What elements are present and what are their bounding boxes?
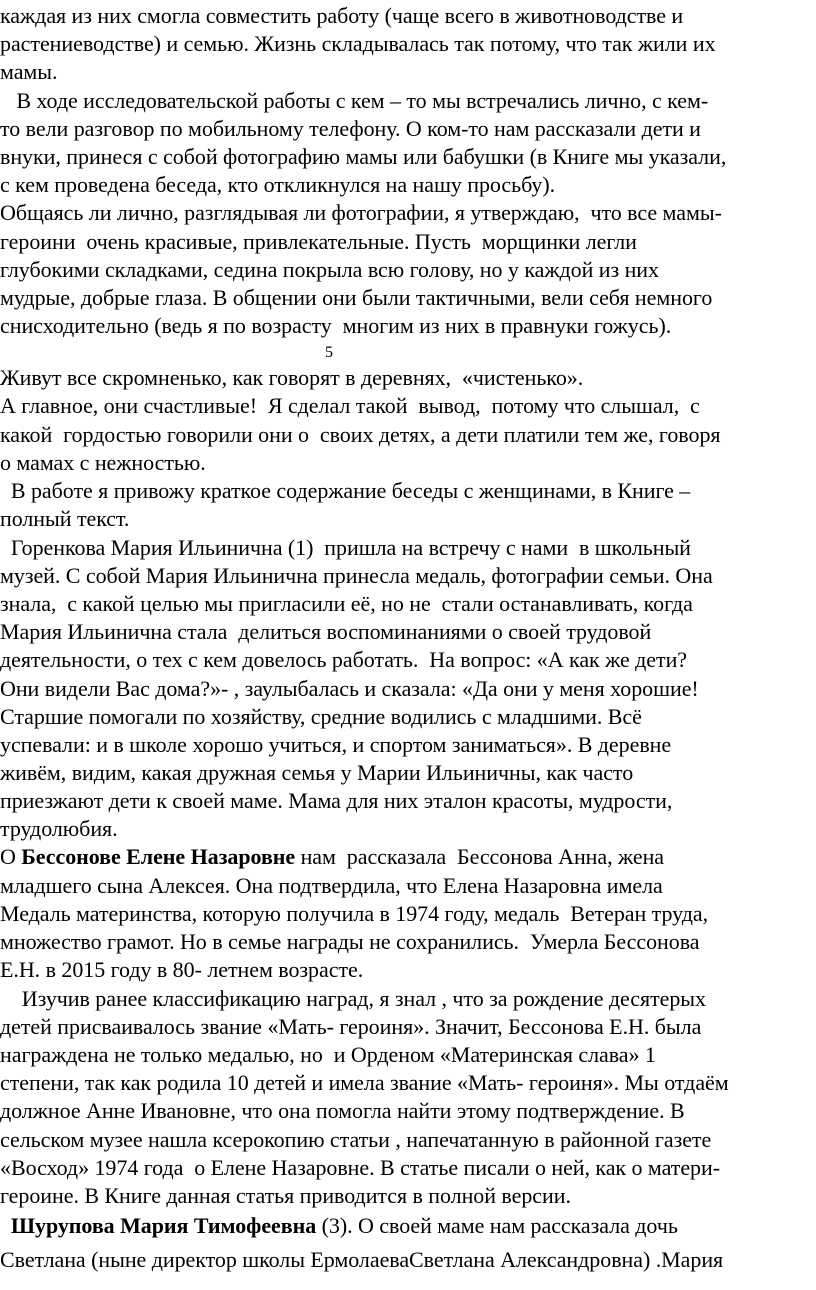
text-line: Старшие помогали по хозяйству, средние водились с младшими. Всё (0, 704, 642, 729)
text-line: внуки, принеся с собой фотографию мамы или бабушки (в Книге мы указали, (0, 144, 727, 169)
text-line: приезжают дети к своей маме. Мама для них эталон красоты, мудрости, (0, 788, 673, 813)
text-line (0, 843, 816, 871)
text-line: младшего сына Алексея. Она подтвердила, что Елена Назаровна имела (0, 873, 663, 898)
text-line: какой гордостью говорили они о своих детях, а дети платили тем же, говоря (0, 422, 721, 447)
text-line: В работе я привожу краткое содержание беседы с женщинами, в Книге – (0, 478, 691, 503)
text-line: Живут все скромненько, как говорят в деревнях, «чистенько». (0, 365, 584, 390)
page-number: 5 (325, 344, 333, 361)
text-run: (3). О своей маме нам рассказала дочь (316, 1213, 678, 1238)
text-line: знала, с какой целью мы пригласили её, но не стали останавливать, когда (0, 591, 693, 616)
text-line: мамы. (0, 59, 58, 84)
text-line: Они видели Вас дома?»- , заулыбалась и сказала: «Да они у меня хорошие! (0, 676, 699, 701)
text-run (0, 1213, 11, 1238)
text-line: Мария Ильинична стала делиться воспоминаниями о своей трудовой (0, 619, 652, 644)
text-line: множество грамот. Но в семье награды не сохранились. Умерла Бессонова (0, 929, 700, 954)
text-line: то вели разговор по мобильному телефону. О ком-то нам рассказали дети и (0, 116, 701, 141)
text-line: с кем проведена беседа, кто откликнулся на нашу просьбу). (0, 172, 556, 197)
text-line: каждая из них смогла совместить работу (чаще всего в животноводстве и (0, 3, 684, 28)
text-line: успевали: и в школе хорошо учиться, и спортом заниматься». В деревне (0, 732, 672, 757)
bold-name: Бессонове Елене Назаровне (21, 844, 296, 869)
text-line: героине. В Книге данная статья приводится в полной версии. (0, 1183, 571, 1208)
text-line: Медаль материнства, которую получила в 1974 году, медаль Ветеран труда, (0, 901, 709, 926)
text-line: степени, так как родила 10 детей и имела звание «Мать- героиня». Мы отдаём (0, 1070, 729, 1095)
text-line: «Восход» 1974 года о Елене Назаровне. В статье писали о ней, как о матери- (0, 1155, 721, 1180)
bold-name: Шурупова Мария Тимофеевна (10, 1213, 317, 1238)
text-line: Е.Н. в 2015 году в 80- летнем возрасте. (0, 957, 364, 982)
text-line: Горенкова Мария Ильинична (1) пришла на встречу с нами в школьный (0, 535, 691, 560)
text-line: трудолюбия. (0, 816, 118, 841)
text-line: А главное, они счастливые! Я сделал такой вывод, потому что слышал, с (0, 393, 700, 418)
text-line (0, 1212, 816, 1240)
text-line: растениеводстве) и семью. Жизнь складывалась так потому, что так жили их (0, 31, 716, 56)
text-line: живём, видим, какая дружная семья у Марии Ильиничны, как часто (0, 760, 634, 785)
text-line: Изучив ранее классификацию наград, я знал , что за рождение десятерых (0, 986, 706, 1011)
text-line: о мамах с нежностью. (0, 450, 206, 475)
text-line: музей. С собой Мария Ильинична принесла медаль, фотографии семьи. Она (0, 563, 713, 588)
text-line: полный текст. (0, 506, 130, 531)
text-line: глубокими складками, седина покрыла всю голову, но у каждой из них (0, 257, 659, 282)
text-run: нам рассказала Бессонова Анна, жена (295, 844, 665, 869)
text-line: награждена не только медалью, но и Орденом «Материнская слава» 1 (0, 1042, 656, 1067)
text-line: Общаясь ли лично, разглядывая ли фотографии, я утверждаю, что все мамы- (0, 200, 722, 225)
text-line: сельском музее нашла ксерокопию статьи , напечатанную в районной газете (0, 1127, 712, 1152)
text-line: мудрые, добрые глаза. В общении они были тактичными, вели себя немного (0, 285, 713, 310)
text-line: снисходительно (ведь я по возрасту многим из них в правнуки гожусь). (0, 313, 672, 338)
text-line: Светлана (ныне директор школы ЕрмолаеваСветлана Александровна) .Мария (0, 1247, 724, 1272)
text-line: детей присваивалось звание «Мать- героиня». Значит, Бессонова Е.Н. была (0, 1014, 702, 1039)
text-run: О (0, 844, 22, 869)
text-line: В ходе исследовательской работы с кем – то мы встречались лично, с кем- (0, 88, 709, 113)
text-line: героини очень красивые, привлекательные. Пусть морщинки легли (0, 229, 637, 254)
text-line: деятельности, о тех с кем довелось работать. На вопрос: «А как же дети? (0, 647, 688, 672)
text-line: должное Анне Ивановне, что она помогла найти этому подтверждение. В (0, 1098, 685, 1123)
